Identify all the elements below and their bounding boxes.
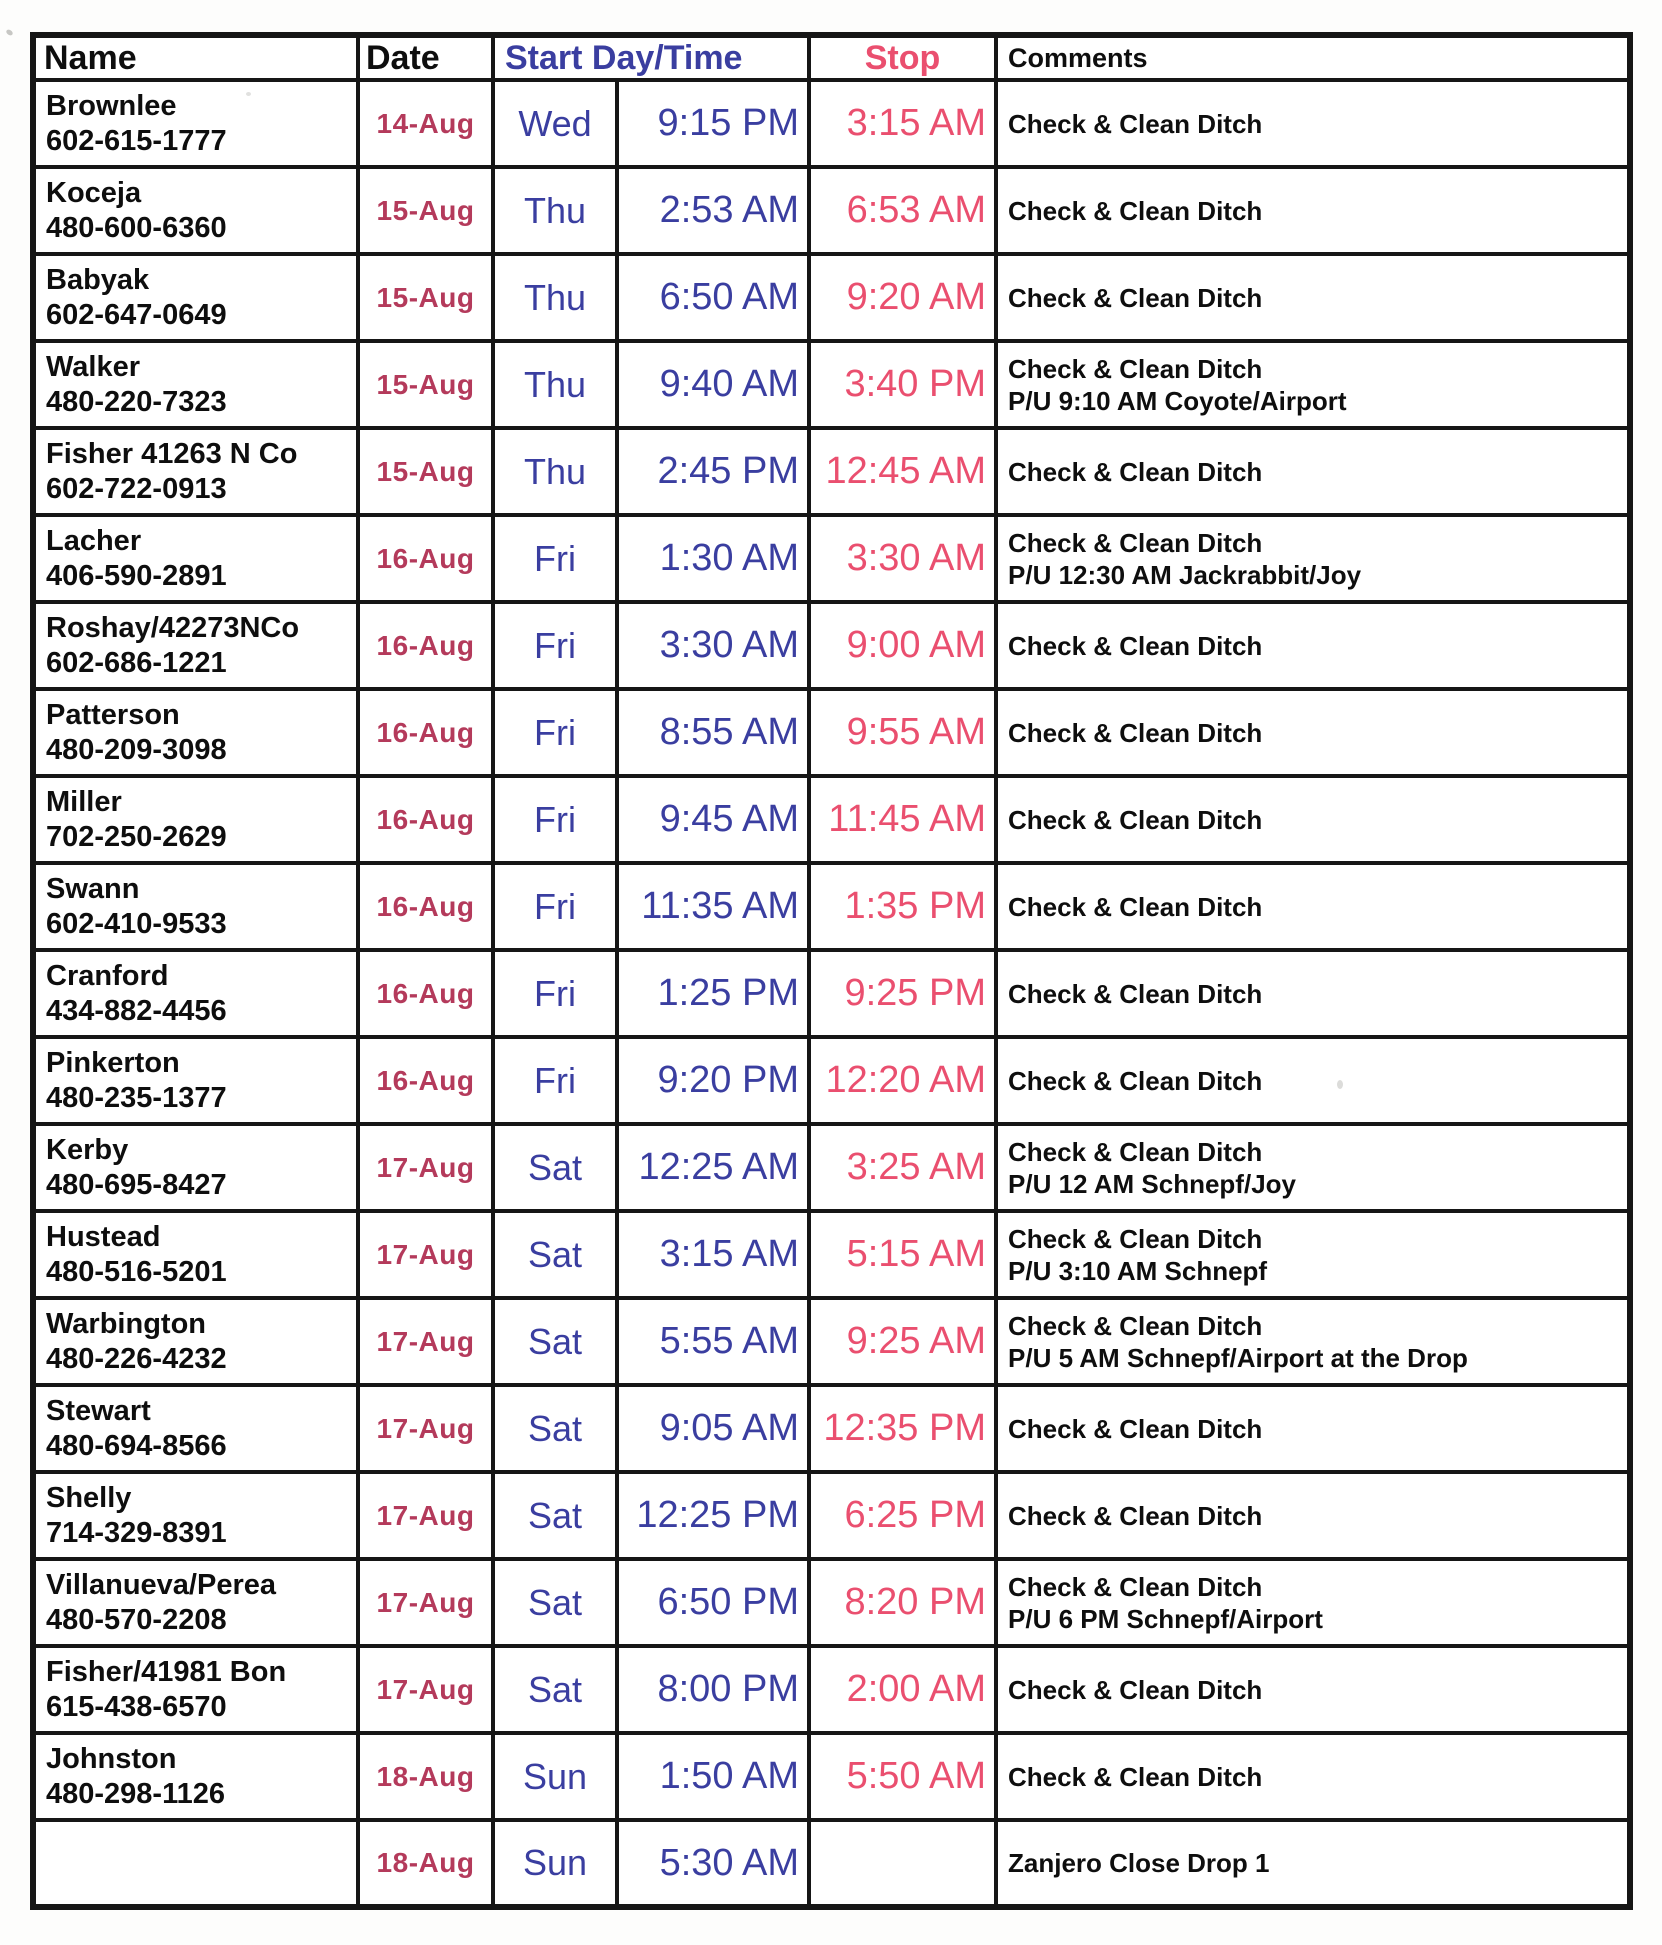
- day-cell: Fri: [493, 515, 617, 602]
- name-cell: [33, 950, 358, 1037]
- comment-line: P/U 12 AM Schnepf/Joy: [1008, 1168, 1296, 1199]
- start-time-cell: 1:25 PM: [617, 950, 809, 1037]
- table-row: [33, 1124, 1630, 1211]
- name-cell: [33, 515, 358, 602]
- comments-cell: [996, 1820, 1630, 1907]
- comments-cell: [996, 1211, 1630, 1298]
- customer-phone: 602-647-0649: [46, 298, 227, 331]
- stop-time-cell: 9:55 AM: [809, 689, 996, 776]
- customer-phone: 480-220-7323: [46, 385, 227, 418]
- customer-phone: 480-235-1377: [46, 1081, 227, 1114]
- customer-name: Stewart: [46, 1394, 151, 1427]
- comment-line: Zanjero Close Drop 1: [1008, 1848, 1270, 1878]
- stop-time-cell: 12:35 PM: [809, 1385, 996, 1472]
- date-cell: 17-Aug: [358, 1298, 493, 1385]
- name-cell: [33, 80, 358, 167]
- stop-time-cell: 12:45 AM: [809, 428, 996, 515]
- comment-line: P/U 5 AM Schnepf/Airport at the Drop: [1008, 1342, 1468, 1373]
- customer-phone: 406-590-2891: [46, 559, 227, 592]
- header-date: Date: [358, 35, 493, 80]
- stop-time-cell: 6:53 AM: [809, 167, 996, 254]
- customer-name: Miller: [46, 785, 122, 818]
- start-time-cell: 2:53 AM: [617, 167, 809, 254]
- customer-name: Koceja: [46, 176, 142, 209]
- day-cell: Fri: [493, 602, 617, 689]
- date-cell: 17-Aug: [358, 1472, 493, 1559]
- date-cell: 18-Aug: [358, 1733, 493, 1820]
- scan-artifact: [1337, 1080, 1343, 1089]
- stop-time-cell: 11:45 AM: [809, 776, 996, 863]
- table-row: [33, 863, 1630, 950]
- comments-cell: [996, 1733, 1630, 1820]
- day-cell: Sat: [493, 1385, 617, 1472]
- customer-phone: 602-722-0913: [46, 472, 227, 505]
- customer-phone: 480-226-4232: [46, 1342, 227, 1375]
- table-row: [33, 1733, 1630, 1820]
- customer-phone: 480-570-2208: [46, 1603, 227, 1636]
- comments-cell: [996, 254, 1630, 341]
- stop-time-cell: 3:40 PM: [809, 341, 996, 428]
- comments-cell: [996, 863, 1630, 950]
- comment-line: P/U 6 PM Schnepf/Airport: [1008, 1603, 1323, 1634]
- customer-phone: 702-250-2629: [46, 820, 227, 853]
- date-cell: 16-Aug: [358, 515, 493, 602]
- header-comments: Comments: [996, 35, 1630, 80]
- start-time-cell: 3:30 AM: [617, 602, 809, 689]
- day-cell: Thu: [493, 341, 617, 428]
- date-cell: 17-Aug: [358, 1124, 493, 1211]
- table-row: [33, 254, 1630, 341]
- table-row: [33, 80, 1630, 167]
- date-cell: 17-Aug: [358, 1385, 493, 1472]
- name-cell: [33, 689, 358, 776]
- customer-name: Swann: [46, 872, 140, 905]
- stop-time-cell: 5:50 AM: [809, 1733, 996, 1820]
- stop-time-cell: 9:20 AM: [809, 254, 996, 341]
- name-cell: [33, 167, 358, 254]
- start-time-cell: 11:35 AM: [617, 863, 809, 950]
- stop-time-cell: 1:35 PM: [809, 863, 996, 950]
- customer-name: Brownlee: [46, 89, 177, 122]
- name-cell: [33, 776, 358, 863]
- name-cell: [33, 1820, 358, 1907]
- comments-cell: [996, 1559, 1630, 1646]
- name-cell: [33, 863, 358, 950]
- start-time-cell: 5:30 AM: [617, 1820, 809, 1907]
- day-cell: Sat: [493, 1298, 617, 1385]
- stop-time-cell: 2:00 AM: [809, 1646, 996, 1733]
- customer-name: Babyak: [46, 263, 150, 296]
- table-row: [33, 1559, 1630, 1646]
- comments-cell: [996, 689, 1630, 776]
- date-cell: 17-Aug: [358, 1559, 493, 1646]
- customer-name: Shelly: [46, 1481, 132, 1514]
- start-time-cell: 3:15 AM: [617, 1211, 809, 1298]
- header-stop: Stop: [809, 35, 996, 80]
- table-row: [33, 1472, 1630, 1559]
- comments-cell: [996, 167, 1630, 254]
- name-cell: [33, 1124, 358, 1211]
- name-cell: [33, 1298, 358, 1385]
- day-cell: Fri: [493, 950, 617, 1037]
- name-cell: [33, 428, 358, 515]
- header-name: Name: [33, 35, 358, 80]
- comment-line: Check & Clean Ditch: [1008, 108, 1263, 139]
- date-cell: 16-Aug: [358, 689, 493, 776]
- day-cell: Sun: [493, 1820, 617, 1907]
- customer-phone: 480-298-1126: [46, 1777, 225, 1810]
- table-row: [33, 950, 1630, 1037]
- comments-cell: [996, 950, 1630, 1037]
- comment-line: Check & Clean Ditch: [1008, 1500, 1263, 1531]
- stop-time-cell: 6:25 PM: [809, 1472, 996, 1559]
- comment-line: Check & Clean Ditch: [1008, 353, 1263, 384]
- customer-name: Walker: [46, 350, 141, 383]
- day-cell: Sat: [493, 1124, 617, 1211]
- comments-cell: [996, 1385, 1630, 1472]
- comment-line: Check & Clean Ditch: [1008, 804, 1263, 835]
- customer-phone: 714-329-8391: [46, 1516, 227, 1549]
- start-time-cell: 2:45 PM: [617, 428, 809, 515]
- date-cell: 15-Aug: [358, 428, 493, 515]
- comments-cell: [996, 428, 1630, 515]
- date-cell: 14-Aug: [358, 80, 493, 167]
- name-cell: [33, 1733, 358, 1820]
- start-time-cell: 12:25 PM: [617, 1472, 809, 1559]
- start-time-cell: 9:40 AM: [617, 341, 809, 428]
- date-cell: 18-Aug: [358, 1820, 493, 1907]
- comment-line: Check & Clean Ditch: [1008, 1136, 1263, 1167]
- name-cell: [33, 1472, 358, 1559]
- date-cell: 16-Aug: [358, 602, 493, 689]
- table-row: [33, 1298, 1630, 1385]
- stop-time-cell: 9:00 AM: [809, 602, 996, 689]
- comment-line: Check & Clean Ditch: [1008, 978, 1263, 1009]
- stop-time-cell: 3:25 AM: [809, 1124, 996, 1211]
- customer-name: Johnston: [46, 1742, 177, 1775]
- header-start-day-time: Start Day/Time: [493, 35, 809, 80]
- comments-cell: [996, 602, 1630, 689]
- comments-cell: [996, 341, 1630, 428]
- name-cell: [33, 254, 358, 341]
- day-cell: Sat: [493, 1646, 617, 1733]
- comment-line: Check & Clean Ditch: [1008, 1674, 1263, 1705]
- stop-time-cell: 12:20 AM: [809, 1037, 996, 1124]
- start-time-cell: 8:55 AM: [617, 689, 809, 776]
- name-cell: [33, 1559, 358, 1646]
- comment-line: Check & Clean Ditch: [1008, 282, 1263, 313]
- date-cell: 16-Aug: [358, 863, 493, 950]
- table-row: [33, 515, 1630, 602]
- table-row: [33, 1646, 1630, 1733]
- schedule-table: [30, 32, 1633, 1910]
- customer-phone: 480-694-8566: [46, 1429, 227, 1462]
- customer-phone: 615-438-6570: [46, 1690, 227, 1723]
- scan-artifact: [5, 28, 14, 36]
- customer-phone: 434-882-4456: [46, 994, 227, 1027]
- table-row: [33, 341, 1630, 428]
- comment-line: Check & Clean Ditch: [1008, 1310, 1263, 1341]
- stop-time-cell: 5:15 AM: [809, 1211, 996, 1298]
- date-cell: 15-Aug: [358, 254, 493, 341]
- date-cell: 16-Aug: [358, 1037, 493, 1124]
- comments-cell: [996, 1472, 1630, 1559]
- customer-phone: 602-410-9533: [46, 907, 227, 940]
- comments-cell: [996, 1124, 1630, 1211]
- date-cell: 17-Aug: [358, 1646, 493, 1733]
- customer-name: Warbington: [46, 1307, 206, 1340]
- customer-name: Roshay/42273NCo: [46, 611, 300, 644]
- stop-time-cell: [809, 1820, 996, 1907]
- customer-name: Patterson: [46, 698, 180, 731]
- comment-line: Check & Clean Ditch: [1008, 891, 1263, 922]
- comments-cell: [996, 776, 1630, 863]
- table-row: [33, 689, 1630, 776]
- start-time-cell: 6:50 AM: [617, 254, 809, 341]
- customer-phone: 602-686-1221: [46, 646, 227, 679]
- customer-name: Villanueva/Perea: [46, 1568, 277, 1601]
- name-cell: [33, 1037, 358, 1124]
- comment-line: P/U 9:10 AM Coyote/Airport: [1008, 385, 1347, 416]
- day-cell: Sat: [493, 1211, 617, 1298]
- customer-phone: 602-615-1777: [46, 124, 227, 157]
- comment-line: Check & Clean Ditch: [1008, 717, 1263, 748]
- comment-line: P/U 3:10 AM Schnepf: [1008, 1255, 1268, 1286]
- start-time-cell: 5:55 AM: [617, 1298, 809, 1385]
- start-time-cell: 9:45 AM: [617, 776, 809, 863]
- day-cell: Fri: [493, 1037, 617, 1124]
- comment-line: Check & Clean Ditch: [1008, 456, 1263, 487]
- customer-name: Fisher 41263 N Co: [46, 437, 298, 470]
- start-time-cell: 9:20 PM: [617, 1037, 809, 1124]
- day-cell: Sat: [493, 1472, 617, 1559]
- day-cell: Fri: [493, 689, 617, 776]
- comments-cell: [996, 1037, 1630, 1124]
- table-row: [33, 1820, 1630, 1907]
- start-time-cell: 1:30 AM: [617, 515, 809, 602]
- date-cell: 17-Aug: [358, 1211, 493, 1298]
- customer-phone: 480-516-5201: [46, 1255, 227, 1288]
- date-cell: 16-Aug: [358, 776, 493, 863]
- comment-line: Check & Clean Ditch: [1008, 527, 1263, 558]
- date-cell: 15-Aug: [358, 341, 493, 428]
- comments-cell: [996, 515, 1630, 602]
- day-cell: Thu: [493, 254, 617, 341]
- stop-time-cell: 9:25 AM: [809, 1298, 996, 1385]
- date-cell: 16-Aug: [358, 950, 493, 1037]
- comments-cell: [996, 1646, 1630, 1733]
- stop-time-cell: 8:20 PM: [809, 1559, 996, 1646]
- start-time-cell: 6:50 PM: [617, 1559, 809, 1646]
- table-row: [33, 1385, 1630, 1472]
- name-cell: [33, 1211, 358, 1298]
- table-header-row: [33, 35, 1630, 80]
- start-time-cell: 1:50 AM: [617, 1733, 809, 1820]
- start-time-cell: 8:00 PM: [617, 1646, 809, 1733]
- stop-time-cell: 9:25 PM: [809, 950, 996, 1037]
- date-cell: 15-Aug: [358, 167, 493, 254]
- table-body: [33, 80, 1630, 1907]
- table-row: [33, 167, 1630, 254]
- customer-name: Fisher/41981 Bon: [46, 1655, 287, 1688]
- table-row: [33, 602, 1630, 689]
- day-cell: Thu: [493, 167, 617, 254]
- comment-line: Check & Clean Ditch: [1008, 1413, 1263, 1444]
- name-cell: [33, 602, 358, 689]
- table-row: [33, 428, 1630, 515]
- customer-phone: 480-695-8427: [46, 1168, 227, 1201]
- comment-line: Check & Clean Ditch: [1008, 1571, 1263, 1602]
- name-cell: [33, 341, 358, 428]
- day-cell: Thu: [493, 428, 617, 515]
- customer-name: Pinkerton: [46, 1046, 180, 1079]
- stop-time-cell: 3:30 AM: [809, 515, 996, 602]
- day-cell: Sun: [493, 1733, 617, 1820]
- stop-time-cell: 3:15 AM: [809, 80, 996, 167]
- customer-name: Hustead: [46, 1220, 161, 1253]
- customer-name: Lacher: [46, 524, 142, 557]
- customer-phone: 480-600-6360: [46, 211, 227, 244]
- customer-phone: 480-209-3098: [46, 733, 227, 766]
- day-cell: Wed: [493, 80, 617, 167]
- customer-name: Cranford: [46, 959, 169, 992]
- start-time-cell: 12:25 AM: [617, 1124, 809, 1211]
- start-time-cell: 9:15 PM: [617, 80, 809, 167]
- comment-line: Check & Clean Ditch: [1008, 630, 1263, 661]
- comment-line: Check & Clean Ditch: [1008, 1223, 1263, 1254]
- day-cell: Fri: [493, 776, 617, 863]
- comments-cell: [996, 80, 1630, 167]
- comment-line: Check & Clean Ditch: [1008, 195, 1263, 226]
- start-time-cell: 9:05 AM: [617, 1385, 809, 1472]
- comment-line: P/U 12:30 AM Jackrabbit/Joy: [1008, 559, 1362, 590]
- table-row: [33, 1037, 1630, 1124]
- day-cell: Sat: [493, 1559, 617, 1646]
- table-row: [33, 776, 1630, 863]
- comments-cell: [996, 1298, 1630, 1385]
- scan-artifact: [246, 92, 251, 96]
- comment-line: Check & Clean Ditch: [1008, 1761, 1263, 1792]
- name-cell: [33, 1385, 358, 1472]
- name-cell: [33, 1646, 358, 1733]
- customer-name: Kerby: [46, 1133, 129, 1166]
- comment-line: Check & Clean Ditch: [1008, 1065, 1263, 1096]
- day-cell: Fri: [493, 863, 617, 950]
- table-row: [33, 1211, 1630, 1298]
